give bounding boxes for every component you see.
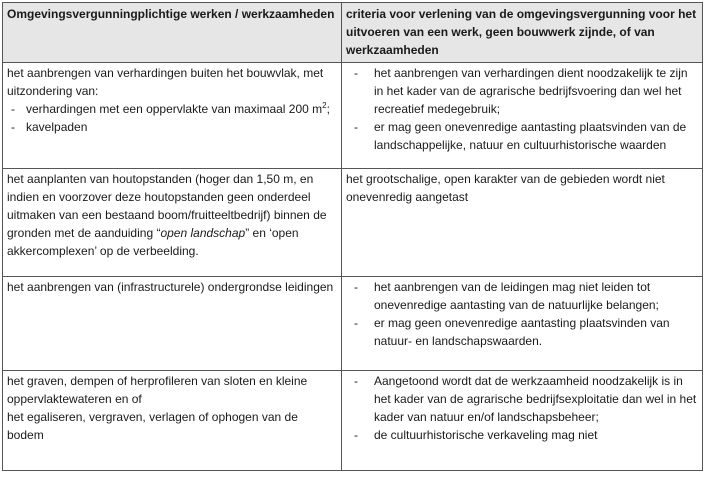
criteria-cell — [342, 63, 703, 169]
table-row — [3, 169, 703, 277]
list-item: - het aanbrengen van verhardingen dient noodzakelijk te zijn in het kader van de agrarische bedrijfsvoering dan wel het recreatief medegebruik; — [346, 64, 698, 118]
criteria-list — [346, 372, 698, 444]
work-text: het aanplanten van houtopstanden (hoger dan 1,50 m, en indien en voorzover deze houtopstanden geen onderdeel uitmaken van een bestaand boom/fruitteeltbedrijf) binnen de gronden met de aanduiding “open landschap” en ‘open akkercomplexen’ op de verbeelding. — [7, 172, 327, 258]
superscript: 2 — [322, 101, 327, 110]
work-cell — [3, 277, 342, 371]
list-item: - de cultuurhistorische verkaveling mag niet — [346, 426, 698, 444]
header-works: Omgevingsvergunningplichtige werken / werkzaamheden — [3, 3, 342, 63]
criteria-list — [346, 64, 698, 154]
work-paragraph: het graven, dempen of herprofileren van sloten en kleine oppervlaktewateren en of — [7, 374, 308, 406]
table-row — [3, 277, 703, 371]
list-item: - Aangetoond wordt dat de werkzaamheid noodzakelijk is in het kader van de agrarische bedrijfsexploitatie dan wel in het kader van natuur en/of landschapsbeheer; — [346, 372, 698, 426]
work-intro: het aanbrengen van verhardingen buiten het bouwvlak, met uitzondering van: — [7, 66, 324, 98]
requirements-table — [2, 2, 703, 471]
italic-term: open landschap — [160, 226, 246, 240]
criteria-cell — [342, 277, 703, 371]
work-cell — [3, 371, 342, 471]
work-cell — [3, 63, 342, 169]
table-row — [3, 371, 703, 471]
list-item: - er mag geen onevenredige aantasting plaatsvinden van de landschappelijke, natuur en cultuurhistorische waarden — [346, 118, 698, 154]
work-exceptions-list — [7, 100, 337, 136]
list-item: - het aanbrengen van de leidingen mag niet leiden tot onevenredige aantasting van de natuurlijke belangen; — [346, 278, 698, 314]
criteria-cell — [342, 169, 703, 277]
work-paragraph: het egaliseren, vergraven, verlagen of ophogen van de bodem — [7, 410, 298, 442]
criteria-text: het grootschalige, open karakter van de gebieden wordt niet onevenredig aangetast — [346, 172, 665, 204]
list-item: - er mag geen onevenredige aantasting plaatsvinden van natuur- en landschapswaarden. — [346, 314, 698, 350]
list-item: - kavelpaden — [7, 118, 337, 136]
work-cell — [3, 169, 342, 277]
table-header-row — [3, 3, 703, 63]
criteria-list — [346, 278, 698, 350]
header-criteria: criteria voor verlening van de omgevingsvergunning voor het uitvoeren van een werk, geen bouwwerk zijnde, of van werkzaamheden — [342, 3, 703, 63]
table-row — [3, 63, 703, 169]
list-item: - verhardingen met een oppervlakte van maximaal 200 $m^2$; — [7, 100, 337, 118]
work-text: het aanbrengen van (infrastructurele) ondergrondse leidingen — [7, 280, 334, 294]
criteria-cell — [342, 371, 703, 471]
